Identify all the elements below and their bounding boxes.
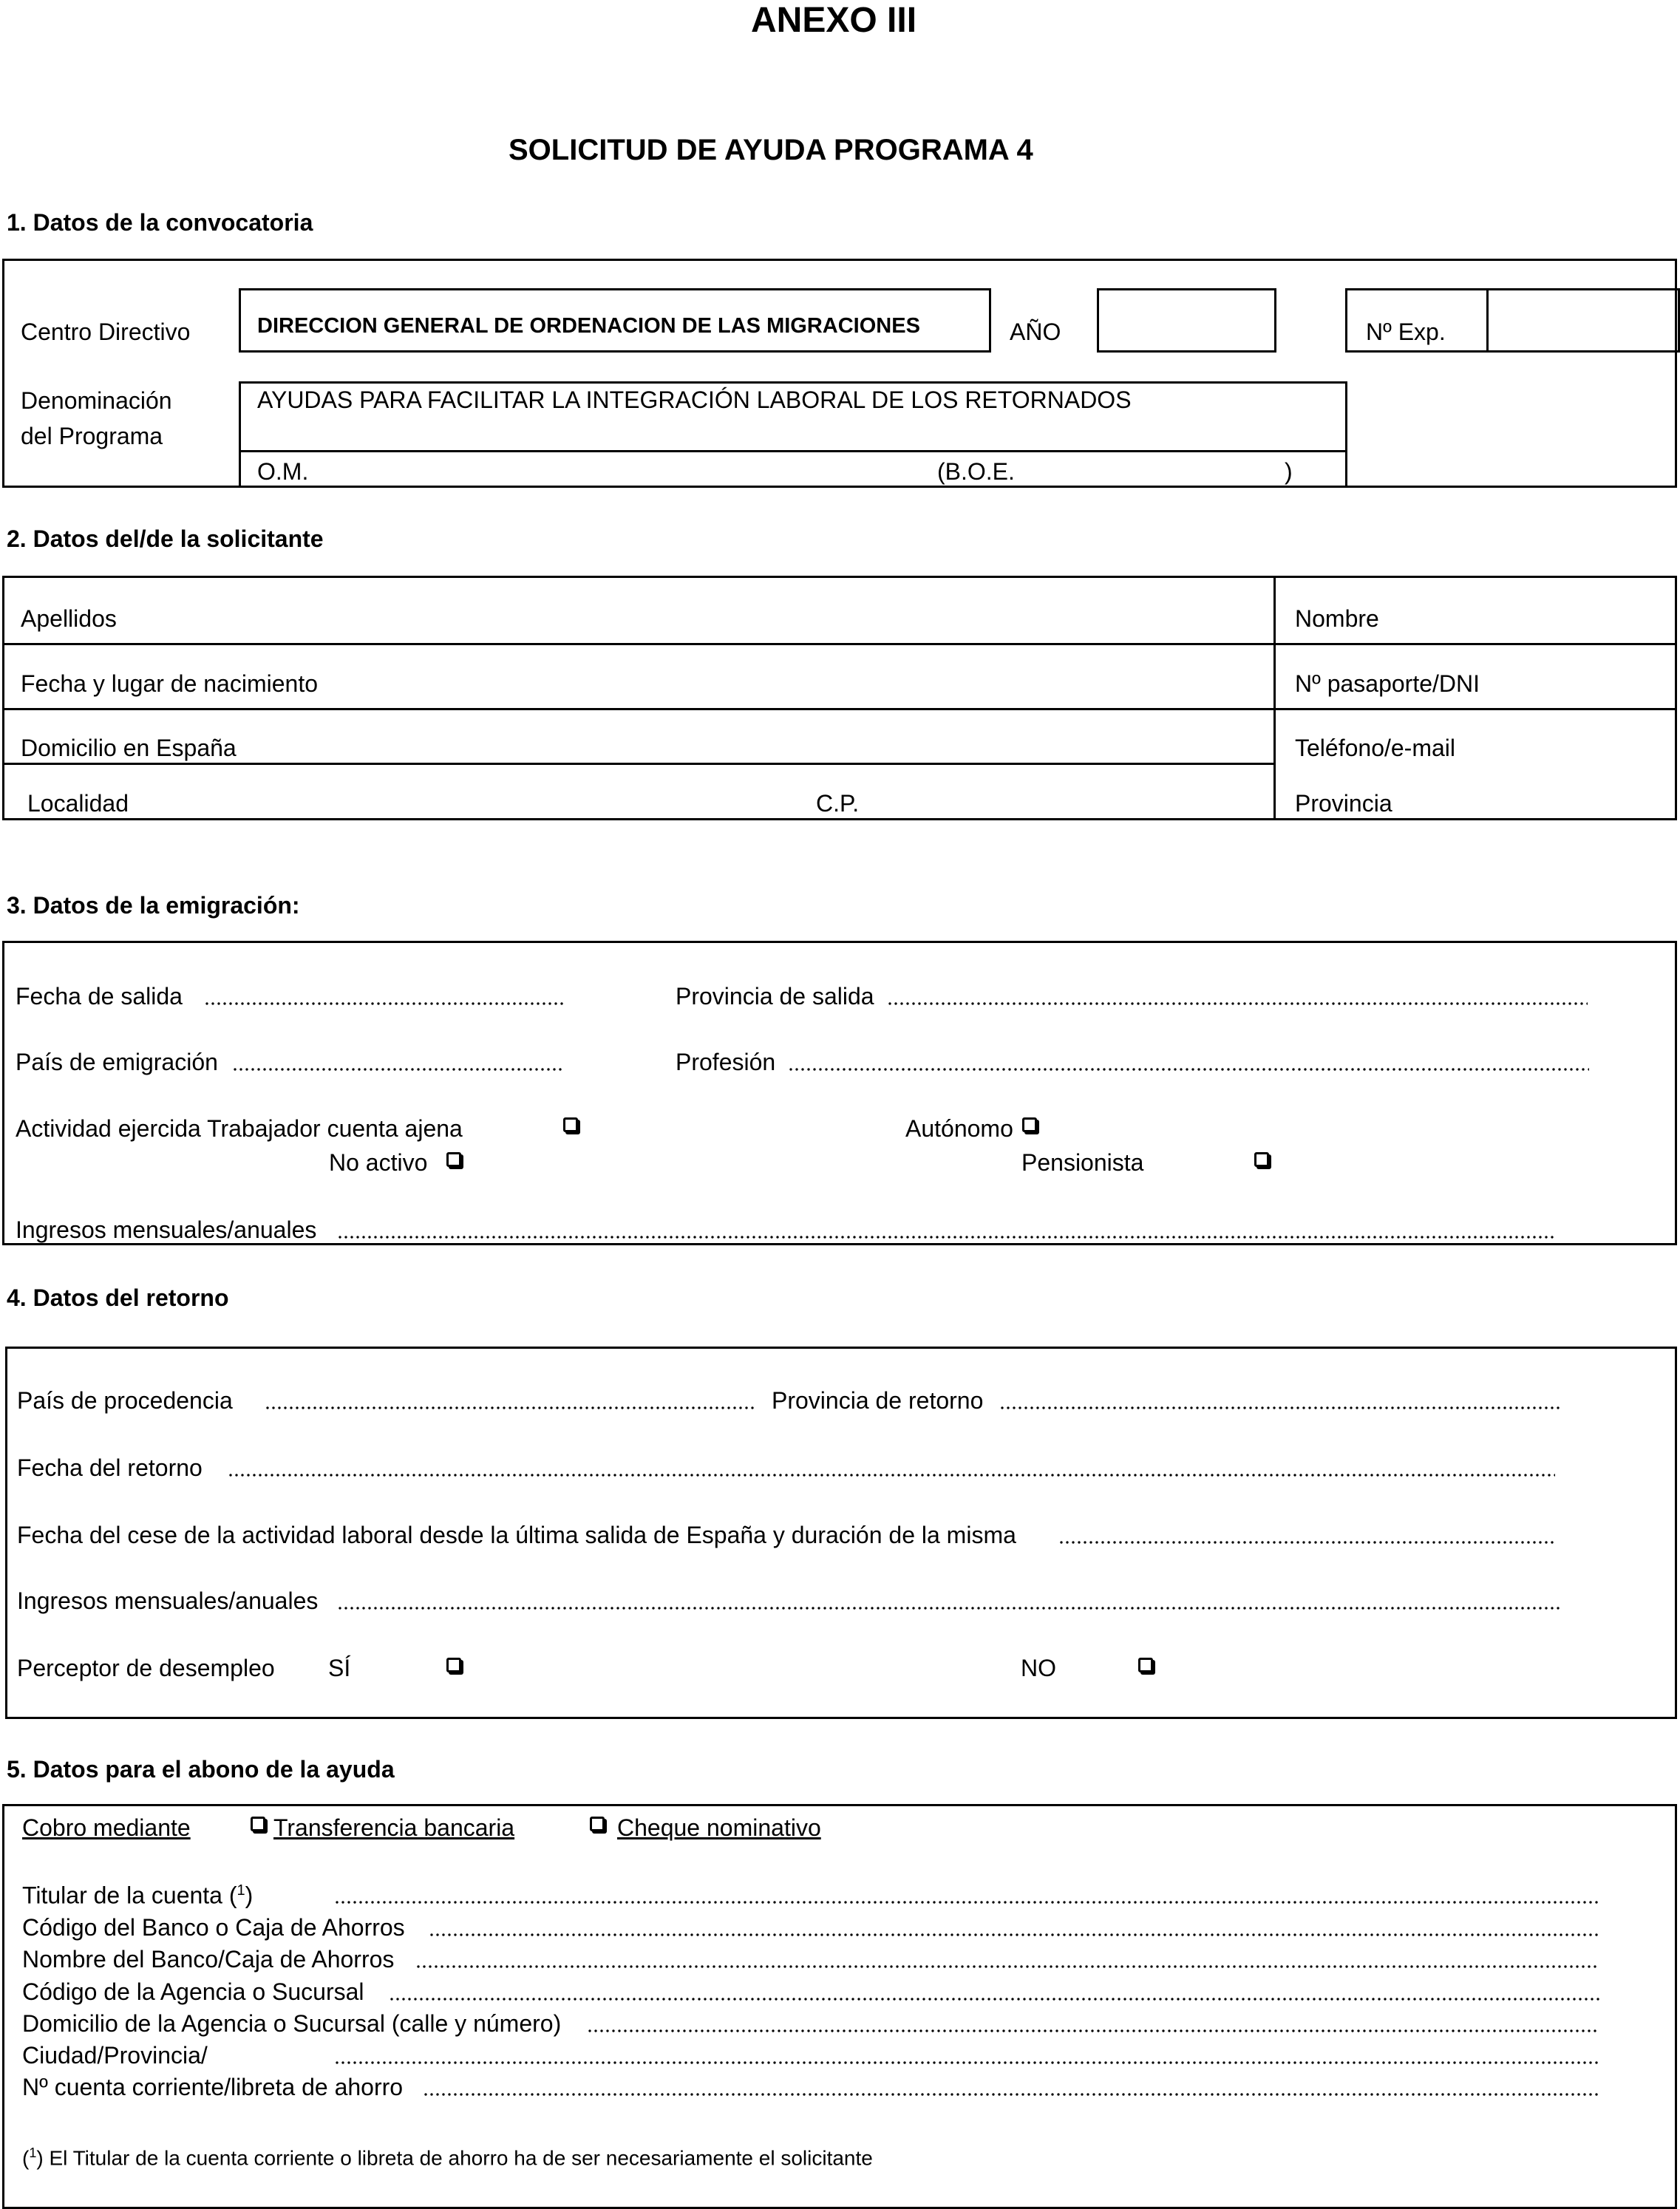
- titular-cuenta-close: ): [245, 1882, 254, 1909]
- fecha-cese-input[interactable]: [1058, 1541, 1554, 1544]
- fecha-cese-label: Fecha del cese de la actividad laboral desde la última salida de España y duración de la misma: [17, 1522, 1016, 1548]
- section2-row-divider-3: [2, 763, 1275, 765]
- section2-row-divider-1: [2, 643, 1677, 645]
- section2-heading: 2. Datos del/de la solicitante: [7, 525, 324, 552]
- centro-directivo-label: Centro Directivo: [21, 319, 191, 345]
- fecha-lugar-nacimiento-field[interactable]: Fecha y lugar de nacimiento: [21, 670, 318, 697]
- profesion-input[interactable]: [788, 1068, 1589, 1071]
- anio-label: AÑO: [1010, 319, 1061, 345]
- domicilio-agencia-label: Domicilio de la Agencia o Sucursal (calle y número): [22, 2010, 562, 2037]
- section1-heading: 1. Datos de la convocatoria: [7, 209, 313, 236]
- ingresos-retorno-label: Ingresos mensuales/anuales: [17, 1587, 319, 1614]
- nombre-banco-input[interactable]: [415, 1965, 1599, 1968]
- footnote-open: (: [22, 2146, 30, 2170]
- pais-emigracion-label: País de emigración: [16, 1049, 218, 1075]
- fecha-retorno-input[interactable]: [228, 1474, 1555, 1477]
- provincia-retorno-input[interactable]: [999, 1406, 1560, 1409]
- transferencia-label: Transferencia bancaria: [273, 1814, 515, 1841]
- boe-field[interactable]: [1027, 454, 1279, 485]
- footnote-text: ) El Titular de la cuenta corriente o libreta de ahorro ha de ser necesariamente el solicitante: [36, 2146, 873, 2170]
- pais-procedencia-label: País de procedencia: [17, 1387, 233, 1414]
- apellidos-field[interactable]: Apellidos: [21, 605, 117, 632]
- no-activo-label: No activo: [329, 1149, 428, 1176]
- autonomo-checkbox[interactable]: [1022, 1117, 1037, 1132]
- section3-heading: 3. Datos de la emigración:: [7, 892, 300, 919]
- fecha-salida-label: Fecha de salida: [16, 983, 183, 1010]
- domicilio-field[interactable]: Domicilio en España: [21, 735, 237, 761]
- cheque-label: Cheque nominativo: [617, 1814, 821, 1841]
- titular-footnote-marker: 1: [237, 1882, 245, 1899]
- provincia-salida-label: Provincia de salida: [676, 983, 874, 1010]
- titular-cuenta-label: [22, 1883, 253, 1907]
- actividad-label: Actividad ejercida Trabajador cuenta ajena: [16, 1115, 463, 1142]
- nexp-label: Nº Exp.: [1366, 319, 1446, 345]
- ingresos-retorno-input[interactable]: [337, 1607, 1561, 1610]
- desempleo-si-label: SÍ: [328, 1655, 351, 1681]
- denominacion-label-1: Denominación: [21, 387, 172, 414]
- localidad-field[interactable]: Localidad: [27, 790, 129, 817]
- section5-heading: 5. Datos para el abono de la ayuda: [7, 1756, 395, 1783]
- boe-label: (B.O.E.: [937, 458, 1015, 485]
- footnote-marker: 1: [29, 2145, 37, 2160]
- boe-close: ): [1285, 458, 1293, 485]
- telefono-email-field[interactable]: Teléfono/e-mail: [1295, 735, 1455, 761]
- cp-field[interactable]: C.P.: [816, 790, 860, 817]
- denominacion-value: AYUDAS PARA FACILITAR LA INTEGRACIÓN LABORAL DE LOS RETORNADOS: [257, 387, 1132, 413]
- cuenta-ajena-checkbox[interactable]: [563, 1117, 578, 1132]
- footnote: [22, 2146, 873, 2168]
- pasaporte-dni-field[interactable]: Nº pasaporte/DNI: [1295, 670, 1480, 697]
- transferencia-checkbox[interactable]: [251, 1817, 265, 1831]
- om-label: O.M.: [257, 458, 309, 485]
- denominacion-label-2: del Programa: [21, 423, 163, 449]
- desempleo-si-checkbox[interactable]: [446, 1658, 461, 1672]
- fecha-retorno-label: Fecha del retorno: [17, 1454, 203, 1481]
- section2-row-divider-2: [2, 708, 1677, 710]
- autonomo-label: Autónomo: [905, 1115, 1013, 1142]
- codigo-agencia-label: Código de la Agencia o Sucursal: [22, 1978, 364, 2005]
- annex-title: ANEXO III: [751, 1, 917, 40]
- domicilio-agencia-input[interactable]: [587, 2029, 1599, 2032]
- cheque-checkbox[interactable]: [590, 1817, 605, 1831]
- desempleo-no-checkbox[interactable]: [1138, 1658, 1153, 1672]
- section2-box: [2, 576, 1677, 820]
- ciudad-provincia-input[interactable]: [334, 2061, 1599, 2064]
- section4-heading: 4. Datos del retorno: [7, 1284, 229, 1311]
- provincia-retorno-label: Provincia de retorno: [772, 1387, 984, 1414]
- cobro-mediante-label: Cobro mediante: [22, 1814, 191, 1841]
- titular-cuenta-input[interactable]: [334, 1901, 1599, 1904]
- provincia-field[interactable]: Provincia: [1295, 790, 1392, 817]
- profesion-label: Profesión: [676, 1049, 776, 1075]
- no-activo-checkbox[interactable]: [446, 1152, 461, 1167]
- numero-cuenta-input[interactable]: [423, 2093, 1599, 2096]
- nombre-banco-label: Nombre del Banco/Caja de Ahorros: [22, 1946, 395, 1973]
- nombre-field[interactable]: Nombre: [1295, 605, 1379, 632]
- codigo-agencia-input[interactable]: [389, 1998, 1599, 2001]
- ingresos-emigracion-input[interactable]: [337, 1236, 1555, 1239]
- section2-col-divider: [1273, 576, 1276, 820]
- titular-cuenta-text: Titular de la cuenta (: [22, 1882, 237, 1909]
- perceptor-desempleo-label: Perceptor de desempleo: [17, 1655, 275, 1681]
- provincia-salida-input[interactable]: [887, 1002, 1588, 1005]
- om-field[interactable]: [310, 454, 931, 485]
- anio-field[interactable]: [1097, 288, 1276, 353]
- nexp-field[interactable]: [1489, 290, 1673, 350]
- pensionista-label: Pensionista: [1021, 1149, 1144, 1176]
- pais-emigracion-input[interactable]: [232, 1068, 563, 1071]
- codigo-banco-input[interactable]: [429, 1933, 1599, 1936]
- form-title: SOLICITUD DE AYUDA PROGRAMA 4: [509, 134, 1033, 166]
- fecha-salida-input[interactable]: [204, 1002, 566, 1005]
- ciudad-provincia-label: Ciudad/Provincia/: [22, 2042, 208, 2069]
- pais-procedencia-input[interactable]: [265, 1406, 755, 1409]
- desempleo-no-label: NO: [1021, 1655, 1056, 1681]
- centro-directivo-value: DIRECCION GENERAL DE ORDENACION DE LAS MIGRACIONES: [257, 314, 920, 338]
- ingresos-emigracion-label: Ingresos mensuales/anuales: [16, 1216, 317, 1243]
- om-divider: [239, 450, 1347, 452]
- pensionista-checkbox[interactable]: [1254, 1152, 1269, 1167]
- codigo-banco-label: Código del Banco o Caja de Ahorros: [22, 1914, 405, 1941]
- numero-cuenta-label: Nº cuenta corriente/libreta de ahorro: [22, 2074, 404, 2100]
